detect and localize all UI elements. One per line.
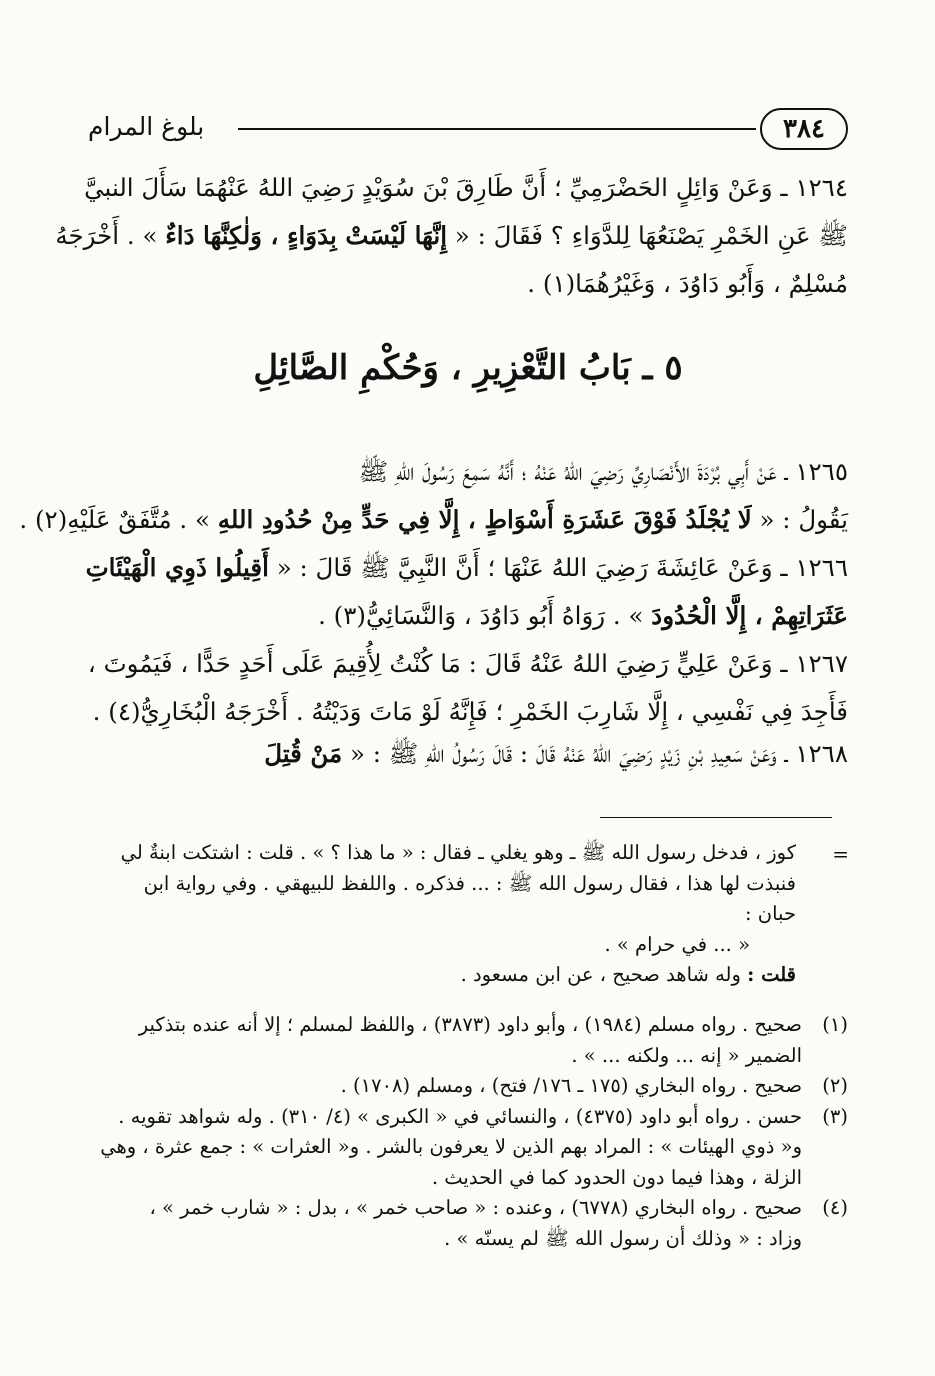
hadith-1266 [85, 544, 848, 640]
text-line: ١٢٦٤ ـ وَعَنْ وَائِلٍ الحَضْرَمِيِّ ؛ أَنَّ طَارِقَ بْنَ سُوَيْدٍ رَضِيَ اللهُ عَنْهُمَا سَأَلَ النبيَّ [84, 173, 848, 202]
footnote-2 [90, 1071, 848, 1102]
footnote-line: « ... في حرام » . [604, 932, 750, 956]
text-span: يَقُولُ : « [751, 505, 848, 534]
continuation-mark: = [832, 842, 849, 866]
book-title: بلوغ المرام [88, 112, 205, 141]
footnote-line: و« ذوي الهيئات » : المراد بهم الذين لا يعرفون بالشر . و« العثرات » : جمع عثرة ، وهي [100, 1135, 802, 1158]
header-rule [238, 128, 756, 130]
footnote-3 [90, 1102, 848, 1194]
footnote-line: صحيح . رواه مسلم (١٩٨٤) ، وأبو داود (٣٨٧٣) ، واللفظ لمسلم ؛ إلا أنه عنده بتذكير [138, 1013, 802, 1036]
text-line [85, 544, 848, 592]
text-line [55, 212, 848, 260]
footnote-4 [90, 1193, 848, 1254]
footnote-line: حبان : [745, 902, 796, 925]
text-line: فَأَجِدَ فِي نَفْسِي ، إِلَّا شَارِبَ الخَمْرِ ؛ فَإِنَّهُ لَوْ مَاتَ وَدَيْتُهُ . أَخْرَجَهُ الْبُخَارِيُّ(٤) . [92, 697, 848, 726]
text-line [19, 496, 848, 544]
footnote-number: (٤) [822, 1196, 848, 1219]
footnote-1 [90, 1010, 848, 1071]
footnotes-list [90, 1010, 848, 1254]
hadith-1264 [55, 164, 848, 308]
text-line [88, 592, 848, 640]
text-span: » . رَوَاهُ أَبُو دَاوُدَ ، وَالنَّسَائِيُّ(٣) . [318, 601, 652, 630]
footnote-separator [600, 817, 832, 818]
footnote-body [90, 1193, 802, 1254]
footnote-number: (٣) [822, 1104, 848, 1128]
footnote-text: وله شاهد صحيح ، عن ابن مسعود . [460, 963, 748, 986]
footnote-line: صحيح . رواه البخاري (١٧٥ ـ ١٧٦/ فتح) ، ومسلم (١٧٠٨) . [340, 1074, 802, 1097]
footnote-line [90, 960, 796, 991]
hadith-1265 [19, 448, 848, 544]
text-span: » . مُتَّفَقٌ عَلَيْهِ(٢) . [19, 505, 218, 534]
chapter-title: ٥ ـ بَابُ التَّعْزِيرِ ، وَحُكْمِ الصَّائِلِ [253, 348, 683, 388]
footnote-line: حسن . رواه أبو داود (٤٣٧٥) ، والنسائي في « الكبرى » (٤/ ٣١٠) . وله شواهد تقويه . [118, 1104, 802, 1128]
footnote-body [90, 1010, 802, 1071]
text-line: ١٢٦٥ ـ عَنْ أَبِي بُرْدَةَ الأَنْصَارِيِّ رَضِيَ اللهُ عَنْهُ ؛ أَنَّهُ سَمِعَ رَسُولَ اللهِ ﷺ [358, 457, 848, 486]
footnote-body [90, 1102, 802, 1194]
text-line: ١٢٦٧ ـ وَعَنْ عَلِيٍّ رَضِيَ اللهُ عَنْهُ قَالَ : مَا كُنْتُ لِأُقِيمَ عَلَى أَحَدٍ حَدًّا ، فَيَمُوتَ ، [87, 649, 848, 678]
footnote-number: (٢) [822, 1074, 848, 1097]
footnote-line: وزاد : « وذلك أن رسول الله ﷺ لم يسنّه » . [444, 1226, 802, 1250]
footnotes-continuation [90, 838, 796, 991]
footnote-line: كوز ، فدخل رسول الله ﷺ ـ وهو يغلي ـ فقال : « ما هذا ؟ » . قلت : اشتكت ابنةٌ لي [120, 841, 796, 864]
footnote-line: الضمير « إنه ... ولكنه ... » . [571, 1043, 802, 1067]
quote-bold: عَثَرَاتِهِمْ ، إِلَّا الْحُدُودَ [651, 601, 848, 630]
footnote-line: فنبذت لها هذا ، فقال رسول الله ﷺ : ... فذكره . واللفظ للبيهقي . وفي رواية ابن [143, 871, 796, 895]
quote-bold: مَنْ قُتِلَ [264, 739, 343, 768]
footnote-body [90, 1071, 802, 1102]
hadith-1268 [88, 730, 848, 778]
hadith-1267 [88, 640, 848, 736]
text-span: ﷺ عَنِ الخَمْرِ يَصْنَعُهَا لِلدَّوَاءِ ؟ فَقَالَ : « [447, 221, 848, 250]
note-label: قلت : [747, 963, 796, 986]
text-line: مُسْلِمٌ ، وَأَبُو دَاوُدَ ، وَغَيْرُهُمَا(١) . [527, 269, 848, 298]
quote-bold: لَا يُجْلَدُ فَوْقَ عَشَرَةِ أَسْوَاطٍ ، إِلَّا فِي حَدٍّ مِنْ حُدُودِ اللهِ [217, 505, 752, 534]
quote-bold: أَقِيلُوا ذَوِي الْهَيْئَاتِ [85, 553, 269, 582]
footnote-line: الزلة ، وهذا فيما دون الحدود كما في الحديث . [431, 1165, 802, 1189]
text-span: ١٢٦٦ ـ وَعَنْ عَائِشَةَ رَضِيَ اللهُ عَنْهَا ؛ أَنَّ النَّبِيَّ ﷺ قَالَ : « [268, 553, 848, 582]
quote-bold: إِنَّهَا لَيْسَتْ بِدَوَاءٍ ، وَلٰكِنَّهَا دَاءٌ [165, 221, 448, 250]
text-line [88, 730, 848, 778]
footnote-line: صحيح . رواه البخاري (٦٧٧٨) ، وعنده : « صاحب خمر » ، بدل : « شارب خمر » ، [149, 1196, 802, 1219]
text-span: » . أَخْرَجَهُ [55, 221, 166, 250]
text-span: ١٢٦٨ ـ وَعَنْ سَعِيدِ بْنِ زَيْدٍ رَضِيَ اللهُ عَنْهُ قَالَ : قَالَ رَسُولُ اللهِ ﷺ : « [342, 739, 848, 768]
page-header [88, 108, 848, 152]
page-number: ٣٨٤ [760, 108, 848, 150]
footnote-number: (١) [822, 1013, 848, 1036]
